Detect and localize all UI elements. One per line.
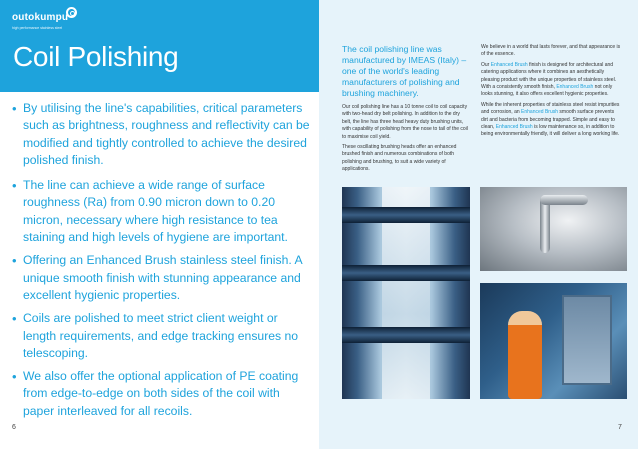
logo-text: outokumpu: [12, 12, 69, 23]
sink-tap-photo: [480, 187, 627, 271]
worker-figure: [508, 311, 542, 399]
body-paragraph: [481, 102, 621, 139]
body-paragraph: We believe in a world that lasts forever, and that appearance is of the essence.: [481, 44, 621, 58]
brand-logo: [12, 7, 68, 30]
intro-text: The coil polishing line was manufactured by IMEAS (Italy) – one of the world's leading manufacturers of polishing and brushing machinery.: [342, 44, 467, 98]
text-run: Our: [481, 61, 491, 68]
page-number-left: 6: [12, 424, 16, 431]
polishing-line-photo: [342, 187, 470, 399]
highlight-term: Enhanced Brush: [490, 61, 528, 68]
text-run: While the inherent properties of stainless steel resist impurities and corrosion, an: [481, 101, 620, 116]
text-run: is low maintenance so, in addition to being environmentally friendly, it will deliver a long working life.: [481, 124, 620, 138]
body-column-1: [342, 104, 470, 177]
bullet-list: [12, 100, 312, 426]
highlight-term: Enhanced Brush: [521, 109, 559, 116]
bullet-item: • Offering an Enhanced Brush stainless steel finish. A unique smooth finish with stunning appearance and excellent hygienic properties.: [12, 252, 312, 304]
body-paragraph: [481, 62, 621, 99]
logo-tagline: high performance stainless steel: [12, 26, 63, 30]
text-run: not only looks stunning, it also offers excellent hygienic properties.: [481, 84, 613, 98]
tap-spout: [540, 195, 588, 205]
bullet-item: • We also offer the optional application of PE coating from edge-to-edge on both sides of the coil with paper interleaved for all recoils.: [12, 368, 312, 420]
body-column-2: [481, 44, 621, 142]
text-run: smooth surface prevents dirt and bacteria from becoming trapped. Simple and easy to clean,: [481, 109, 615, 131]
bullet-item: • The line can achieve a wide range of surface roughness (Ra) from 0.90 micron down to 0.20 micron, necessary where high resistance to tea staining and high levels of hygiene are important.: [12, 177, 312, 246]
roller: [342, 207, 470, 223]
text-run: finish is designed for architectural and catering applications where it combines an aesthetically pleasing product with the unique properties of stainless steel. With a consistently smooth finish,: [481, 61, 617, 91]
body-paragraph: These oscillating brushing heads offer an enhanced brushed finish and numerous combinations of both polishing and brushing, to suit a wide variety of applications.: [342, 144, 457, 173]
bullet-item: • By utilising the line's capabilities, critical parameters such as brightness, roughness and reflectivity can be modified and tightly controlled to achieve the desired polished finish.: [12, 100, 312, 169]
title-banner: [0, 0, 319, 92]
worker-photo: [480, 283, 627, 399]
body-paragraph: Our coil polishing line has a 10 tonne coil to coil capacity with two-head dry belt polishing. In addition to the dry belt, the line has three head heavy duty brushing units, with capability of polishing from the nose to tail of the coil to maximise coil yield.: [342, 104, 468, 140]
roller: [342, 327, 470, 343]
control-panel: [562, 295, 612, 385]
highlight-term: Enhanced Brush: [556, 84, 594, 91]
highlight-term: Enhanced Brush: [495, 124, 533, 131]
page-title: Coil Polishing: [13, 41, 179, 72]
bullet-item: • Coils are polished to meet strict client weight or length requirements, and edge tracking ensures no telescoping.: [12, 310, 312, 362]
logo-ring-icon: [66, 7, 77, 18]
page-number-right: 7: [618, 424, 622, 431]
roller: [342, 265, 470, 281]
